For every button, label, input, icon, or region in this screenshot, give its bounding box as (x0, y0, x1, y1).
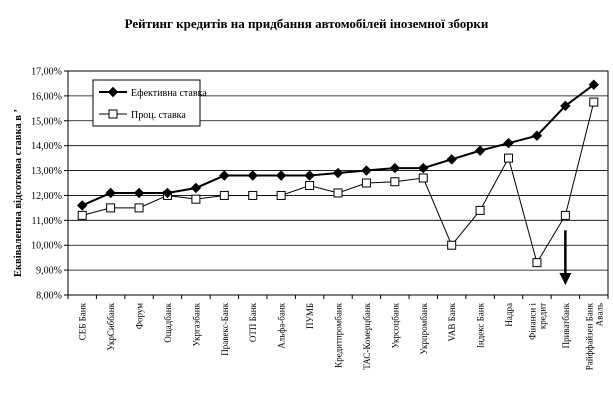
x-tick-label (220, 302, 230, 355)
data-point (505, 154, 513, 162)
data-point (277, 191, 285, 199)
data-point (362, 179, 370, 187)
y-tick-label: 14,00% (31, 141, 62, 153)
x-tick-label (527, 303, 547, 340)
x-tick-label-line: Укргазбанк (191, 303, 202, 347)
x-tick-label-line: Аваль (594, 303, 605, 327)
x-tick-label (248, 302, 258, 342)
x-tick-label (419, 302, 429, 354)
x-tick-label-line: Правекс-Банк (219, 303, 230, 356)
y-tick-label: 17,00% (31, 66, 62, 78)
chart-title: Рейтинг кредитів на придбання автомобілей іноземної зборки (124, 16, 489, 31)
x-tick-label-line: ТАС-Комерцбанк (361, 303, 372, 370)
x-tick-label (334, 302, 344, 367)
x-tick-label-line: кредит (537, 303, 548, 330)
data-point (220, 191, 228, 199)
legend-label: Ефективна ставка (131, 88, 207, 99)
data-point (107, 204, 115, 212)
x-tick-label (362, 302, 372, 369)
x-tick-label-line: ОТП Банк (248, 303, 259, 343)
x-tick-label-line: Приватбанк (560, 303, 571, 349)
x-tick-label-line: ПУМБ (305, 303, 316, 330)
x-tick-label-line: Форум (134, 303, 145, 330)
data-point (561, 211, 569, 219)
y-tick-label: 13,00% (31, 166, 62, 178)
data-point (419, 174, 427, 182)
data-point (135, 204, 143, 212)
data-point (192, 195, 200, 203)
x-tick-label (106, 302, 116, 350)
data-point (590, 98, 598, 106)
y-tick-label: 12,00% (31, 190, 62, 202)
x-tick-label (163, 302, 173, 342)
x-tick-label (447, 302, 457, 341)
data-point (109, 110, 117, 118)
data-point (533, 259, 541, 267)
x-tick-label (277, 302, 287, 348)
y-tick-label: 8,00% (36, 290, 62, 302)
y-axis-title: Еквівалентна відсоткова ставка в ’ (13, 108, 24, 278)
x-tick-label (561, 302, 571, 348)
x-tick-label-line: УкрСиббанк (106, 303, 117, 351)
data-point (249, 191, 257, 199)
x-tick-label (476, 302, 486, 348)
x-tick-label-line: Фінанси і (527, 303, 538, 340)
x-tick-label (504, 303, 514, 327)
x-tick-label-line: Кредитпромбанк (333, 303, 344, 368)
x-tick-label-line: Альфа-банк (276, 303, 287, 349)
x-tick-label (305, 303, 315, 329)
data-point (476, 206, 484, 214)
x-tick-label-line: Укрсоцбанк (390, 303, 401, 349)
data-point (448, 241, 456, 249)
x-tick-label-line: Укрпромбанк (418, 303, 429, 355)
data-point (391, 178, 399, 186)
y-tick-label: 11,00% (31, 215, 62, 227)
x-tick-label-line: Ощадбанк (162, 303, 173, 343)
x-tick-label (135, 303, 145, 329)
y-tick-label: 15,00% (31, 116, 62, 128)
y-tick-label: 9,00% (36, 265, 62, 277)
x-tick-label-line: Надра (504, 303, 515, 327)
x-tick-label (191, 302, 201, 346)
data-point (78, 211, 86, 219)
x-tick-label-line: Індекс Банк (475, 303, 486, 349)
x-tick-label-line: Райффайзен Банк (584, 303, 595, 371)
x-tick-label (390, 302, 400, 348)
data-point (306, 181, 314, 189)
x-tick-label (78, 302, 88, 340)
x-tick-label-line: СЕБ Банк (77, 303, 88, 341)
x-tick-label (584, 302, 604, 370)
y-tick-label: 10,00% (31, 240, 62, 252)
y-tick-label: 16,00% (31, 91, 62, 103)
x-tick-label-line: VAB Банк (447, 303, 458, 342)
legend-label: Проц. ставка (131, 110, 186, 121)
data-point (334, 189, 342, 197)
